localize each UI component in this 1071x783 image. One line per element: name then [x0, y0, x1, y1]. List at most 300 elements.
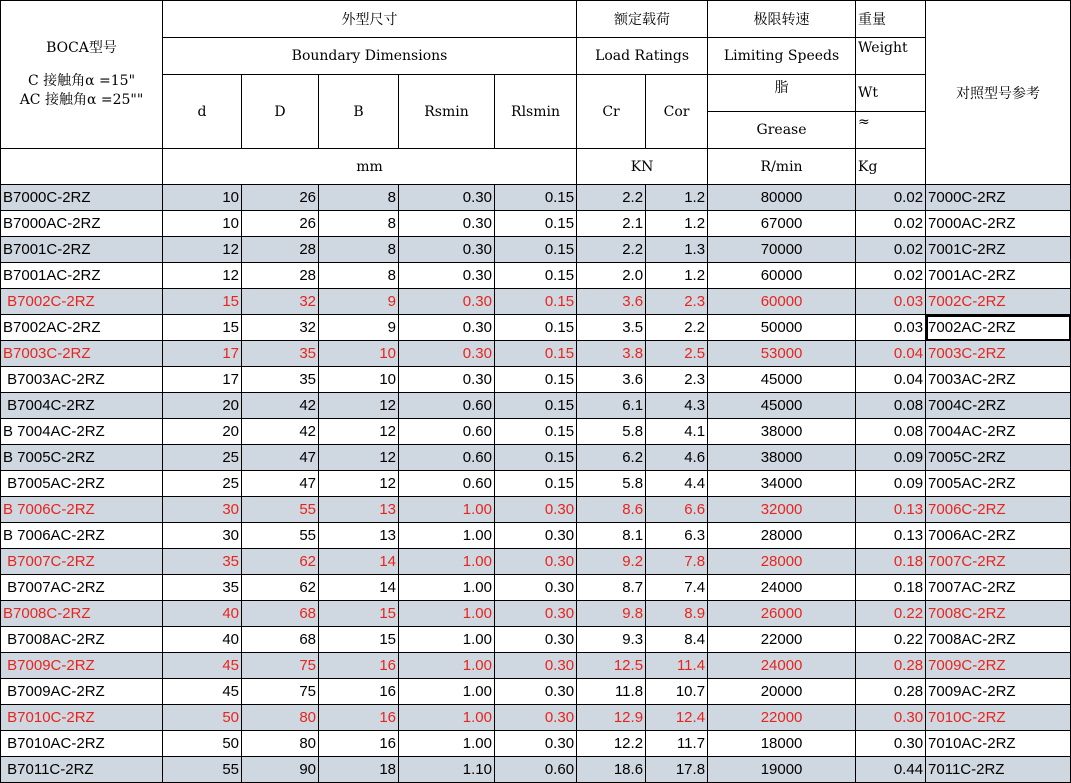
cell-r1smin[interactable]: 0.15 [495, 211, 577, 237]
cell-speed[interactable]: 53000 [708, 341, 856, 367]
cell-cor[interactable]: 7.8 [646, 549, 708, 575]
cell-speed[interactable]: 67000 [708, 211, 856, 237]
cell-weight[interactable]: 0.03 [856, 315, 926, 341]
cell-b[interactable]: 16 [319, 679, 399, 705]
cell-d[interactable]: 35 [163, 575, 242, 601]
cell-weight[interactable]: 0.18 [856, 575, 926, 601]
cell-d[interactable]: 15 [163, 315, 242, 341]
table-row [1, 315, 1071, 341]
cell-rsmin[interactable]: 0.60 [399, 471, 495, 497]
cell-model[interactable]: B7001C-2RZ [1, 237, 163, 263]
cell-weight[interactable]: 0.08 [856, 393, 926, 419]
cell-model[interactable]: B7003AC-2RZ [1, 367, 163, 393]
table-row [1, 419, 1071, 445]
cell-b[interactable]: 8 [319, 211, 399, 237]
cell-weight[interactable]: 0.13 [856, 497, 926, 523]
cell-rsmin[interactable]: 0.60 [399, 419, 495, 445]
cell-cr[interactable]: 5.8 [577, 419, 646, 445]
cell-weight[interactable]: 0.09 [856, 445, 926, 471]
speed-header-en[interactable]: Limiting Speeds [708, 38, 856, 75]
cell-d[interactable]: 35 [163, 549, 242, 575]
cell-weight[interactable]: 0.18 [856, 549, 926, 575]
cell-rsmin[interactable]: 0.30 [399, 315, 495, 341]
cell-cor[interactable]: 1.2 [646, 185, 708, 211]
cell-rsmin[interactable]: 1.00 [399, 497, 495, 523]
cell-reference[interactable]: 7001AC-2RZ [926, 263, 1071, 289]
cell-model[interactable]: B7010AC-2RZ [1, 731, 163, 757]
cell-d[interactable]: 40 [163, 627, 242, 653]
cell-model[interactable]: B7008C-2RZ [1, 601, 163, 627]
cell-speed[interactable]: 28000 [708, 549, 856, 575]
cell-reference[interactable]: 7004C-2RZ [926, 393, 1071, 419]
col-r1smin-header[interactable]: Rlsmin [495, 75, 577, 149]
cell-cr[interactable]: 6.2 [577, 445, 646, 471]
cell-speed[interactable]: 22000 [708, 705, 856, 731]
cell-cor[interactable]: 6.3 [646, 523, 708, 549]
cell-cor[interactable]: 1.3 [646, 237, 708, 263]
cell-d[interactable]: 20 [163, 419, 242, 445]
cell-rsmin[interactable]: 1.00 [399, 705, 495, 731]
cell-outer-d[interactable]: 42 [242, 419, 319, 445]
cell-b[interactable]: 8 [319, 185, 399, 211]
cell-cor[interactable]: 2.5 [646, 341, 708, 367]
cell-r1smin[interactable]: 0.30 [495, 575, 577, 601]
contact-angle-c: C 接触角α =15" [27, 73, 136, 89]
cell-outer-d[interactable]: 42 [242, 393, 319, 419]
cell-weight[interactable]: 0.28 [856, 653, 926, 679]
cell-r1smin[interactable]: 0.15 [495, 445, 577, 471]
cell-model[interactable]: B7007AC-2RZ [1, 575, 163, 601]
speed-header-cn[interactable]: 极限转速 [708, 1, 856, 38]
cell-speed[interactable]: 70000 [708, 237, 856, 263]
cell-weight[interactable]: 0.22 [856, 601, 926, 627]
table-row [1, 549, 1071, 575]
table-row [1, 341, 1071, 367]
cell-outer-d[interactable]: 68 [242, 601, 319, 627]
cell-r1smin[interactable]: 0.15 [495, 315, 577, 341]
unit-kg[interactable]: Kg [856, 149, 926, 185]
cell-rsmin[interactable]: 1.00 [399, 731, 495, 757]
cell-r1smin[interactable]: 0.15 [495, 471, 577, 497]
cell-cr[interactable]: 8.1 [577, 523, 646, 549]
cell-weight[interactable]: 0.02 [856, 263, 926, 289]
cell-cor[interactable]: 4.4 [646, 471, 708, 497]
cell-speed[interactable]: 24000 [708, 575, 856, 601]
wt-header[interactable]: Wt [856, 75, 926, 112]
cell-speed[interactable]: 50000 [708, 315, 856, 341]
cell-b[interactable]: 16 [319, 731, 399, 757]
cell-cor[interactable]: 2.3 [646, 289, 708, 315]
cell-r1smin[interactable]: 0.15 [495, 419, 577, 445]
col-D-header[interactable]: D [242, 75, 319, 149]
cell-cr[interactable]: 2.0 [577, 263, 646, 289]
cell-d[interactable]: 45 [163, 679, 242, 705]
cell-d[interactable]: 50 [163, 705, 242, 731]
cell-cr[interactable]: 12.5 [577, 653, 646, 679]
cell-outer-d[interactable]: 35 [242, 367, 319, 393]
cell-cr[interactable]: 11.8 [577, 679, 646, 705]
cell-rsmin[interactable]: 1.00 [399, 575, 495, 601]
cell-cor[interactable]: 4.3 [646, 393, 708, 419]
cell-reference[interactable]: 7007AC-2RZ [926, 575, 1071, 601]
unit-speed[interactable]: R/min [708, 149, 856, 185]
cell-weight[interactable]: 0.30 [856, 705, 926, 731]
cell-weight[interactable]: 0.02 [856, 237, 926, 263]
cell-speed[interactable]: 60000 [708, 289, 856, 315]
cell-rsmin[interactable]: 0.60 [399, 445, 495, 471]
cell-weight[interactable]: 0.30 [856, 731, 926, 757]
unit-kn[interactable]: KN [577, 149, 708, 185]
cell-weight[interactable]: 0.44 [856, 757, 926, 783]
cell-reference[interactable]: 7008C-2RZ [926, 601, 1071, 627]
col-d-header[interactable]: d [163, 75, 242, 149]
cell-cr[interactable]: 3.6 [577, 367, 646, 393]
cell-model[interactable]: B7009AC-2RZ [1, 679, 163, 705]
cell-reference[interactable]: 7004AC-2RZ [926, 419, 1071, 445]
cell-weight[interactable]: 0.04 [856, 341, 926, 367]
cell-reference[interactable]: 7001C-2RZ [926, 237, 1071, 263]
cell-model[interactable]: B7000AC-2RZ [1, 211, 163, 237]
col-cor-header[interactable]: Cor [646, 75, 708, 149]
cell-b[interactable]: 14 [319, 549, 399, 575]
cell-speed[interactable]: 45000 [708, 367, 856, 393]
cell-cr[interactable]: 9.2 [577, 549, 646, 575]
cell-outer-d[interactable]: 55 [242, 497, 319, 523]
cell-model[interactable]: B 7006C-2RZ [1, 497, 163, 523]
cell-d[interactable]: 12 [163, 237, 242, 263]
cell-weight[interactable]: 0.09 [856, 471, 926, 497]
cell-cr[interactable]: 2.2 [577, 185, 646, 211]
cell-cr[interactable]: 9.8 [577, 601, 646, 627]
cell-reference[interactable]: 7009AC-2RZ [926, 679, 1071, 705]
cell-rsmin[interactable]: 1.00 [399, 601, 495, 627]
cell-rsmin[interactable]: 0.60 [399, 393, 495, 419]
cell-b[interactable]: 15 [319, 627, 399, 653]
cell-rsmin[interactable]: 0.30 [399, 289, 495, 315]
cell-model[interactable]: B7001AC-2RZ [1, 263, 163, 289]
cell-r1smin[interactable]: 0.30 [495, 679, 577, 705]
cell-weight[interactable]: 0.03 [856, 289, 926, 315]
cell-b[interactable]: 15 [319, 601, 399, 627]
cell-weight[interactable]: 0.04 [856, 367, 926, 393]
grease-header-en[interactable]: Grease [708, 112, 856, 149]
cell-speed[interactable]: 38000 [708, 445, 856, 471]
cell-b[interactable]: 16 [319, 653, 399, 679]
weight-header-cn[interactable]: 重量 [856, 1, 926, 38]
cell-outer-d[interactable]: 47 [242, 445, 319, 471]
cell-b[interactable]: 13 [319, 523, 399, 549]
cell-outer-d[interactable]: 75 [242, 653, 319, 679]
table-row [1, 185, 1071, 211]
cell-speed[interactable]: 26000 [708, 601, 856, 627]
cell-reference[interactable]: 7005C-2RZ [926, 445, 1071, 471]
cell-outer-d[interactable]: 26 [242, 185, 319, 211]
table-row [1, 601, 1071, 627]
cell-cor[interactable]: 1.2 [646, 263, 708, 289]
dims-header-en[interactable]: Boundary Dimensions [163, 38, 577, 75]
cell-b[interactable]: 12 [319, 393, 399, 419]
weight-header-en[interactable]: Weight [856, 38, 926, 75]
unit-mm[interactable]: mm [163, 149, 577, 185]
cell-cr[interactable]: 8.7 [577, 575, 646, 601]
cell-d[interactable]: 10 [163, 211, 242, 237]
cell-cr[interactable]: 3.8 [577, 341, 646, 367]
cell-speed[interactable]: 19000 [708, 757, 856, 783]
cell-r1smin[interactable]: 0.30 [495, 523, 577, 549]
cell-model[interactable]: B7009C-2RZ [1, 653, 163, 679]
cell-rsmin[interactable]: 1.00 [399, 653, 495, 679]
cell-rsmin[interactable]: 0.30 [399, 263, 495, 289]
cell-r1smin[interactable]: 0.15 [495, 341, 577, 367]
data-rows [1, 185, 1071, 783]
cell-cor[interactable]: 11.4 [646, 653, 708, 679]
cell-r1smin[interactable]: 0.30 [495, 497, 577, 523]
cell-cor[interactable]: 7.4 [646, 575, 708, 601]
table-row [1, 237, 1071, 263]
table-row [1, 289, 1071, 315]
cell-cr[interactable]: 12.2 [577, 731, 646, 757]
cell-outer-d[interactable]: 47 [242, 471, 319, 497]
cell-b[interactable]: 9 [319, 289, 399, 315]
cell-d[interactable]: 20 [163, 393, 242, 419]
cell-b[interactable]: 12 [319, 419, 399, 445]
cell-rsmin[interactable]: 0.30 [399, 367, 495, 393]
cell-model[interactable]: B7000C-2RZ [1, 185, 163, 211]
col-cr-header[interactable]: Cr [577, 75, 646, 149]
cell-b[interactable]: 18 [319, 757, 399, 783]
cell-outer-d[interactable]: 32 [242, 315, 319, 341]
table-row [1, 679, 1071, 705]
cell-reference[interactable]: 7002C-2RZ [926, 289, 1071, 315]
cell-model[interactable]: B7002C-2RZ [1, 289, 163, 315]
cell-cor[interactable]: 2.3 [646, 367, 708, 393]
cell-r1smin[interactable]: 0.30 [495, 653, 577, 679]
cell-reference[interactable]: 7003C-2RZ [926, 341, 1071, 367]
cell-d[interactable]: 12 [163, 263, 242, 289]
cell-r1smin[interactable]: 0.15 [495, 367, 577, 393]
cell-r1smin[interactable]: 0.15 [495, 237, 577, 263]
cell-reference[interactable]: 7010C-2RZ [926, 705, 1071, 731]
cell-outer-d[interactable]: 62 [242, 575, 319, 601]
cell-reference[interactable]: 7009C-2RZ [926, 653, 1071, 679]
cell-outer-d[interactable]: 55 [242, 523, 319, 549]
cell-speed[interactable]: 18000 [708, 731, 856, 757]
cell-cr[interactable]: 2.2 [577, 237, 646, 263]
cell-b[interactable]: 13 [319, 497, 399, 523]
cell-d[interactable]: 40 [163, 601, 242, 627]
cell-outer-d[interactable]: 35 [242, 341, 319, 367]
cell-cr[interactable]: 9.3 [577, 627, 646, 653]
cell-cor[interactable]: 12.4 [646, 705, 708, 731]
cell-d[interactable]: 30 [163, 497, 242, 523]
cell-outer-d[interactable]: 62 [242, 549, 319, 575]
cell-b[interactable]: 8 [319, 263, 399, 289]
cell-weight[interactable]: 0.08 [856, 419, 926, 445]
cell-rsmin[interactable]: 0.30 [399, 211, 495, 237]
cell-outer-d[interactable]: 28 [242, 237, 319, 263]
cell-b[interactable]: 14 [319, 575, 399, 601]
cell-r1smin[interactable]: 0.15 [495, 393, 577, 419]
cell-speed[interactable]: 32000 [708, 497, 856, 523]
cell-b[interactable]: 16 [319, 705, 399, 731]
cell-speed[interactable]: 34000 [708, 471, 856, 497]
table-row [1, 393, 1071, 419]
cell-reference[interactable]: 7006C-2RZ [926, 497, 1071, 523]
cell-b[interactable]: 10 [319, 341, 399, 367]
cell-d[interactable]: 10 [163, 185, 242, 211]
cell-model[interactable]: B7008AC-2RZ [1, 627, 163, 653]
cell-model[interactable]: B7002AC-2RZ [1, 315, 163, 341]
cell-b[interactable]: 10 [319, 367, 399, 393]
cell-rsmin[interactable]: 0.30 [399, 341, 495, 367]
cell-reference[interactable]: 7006AC-2RZ [926, 523, 1071, 549]
cell-d[interactable]: 30 [163, 523, 242, 549]
cell-outer-d[interactable]: 26 [242, 211, 319, 237]
cell-speed[interactable]: 80000 [708, 185, 856, 211]
cell-cor[interactable]: 8.4 [646, 627, 708, 653]
cell-d[interactable]: 25 [163, 445, 242, 471]
cell-speed[interactable]: 45000 [708, 393, 856, 419]
cell-r1smin[interactable]: 0.30 [495, 627, 577, 653]
cell-speed[interactable]: 22000 [708, 627, 856, 653]
cell-outer-d[interactable]: 75 [242, 679, 319, 705]
cell-speed[interactable]: 28000 [708, 523, 856, 549]
cell-r1smin[interactable]: 0.15 [495, 185, 577, 211]
cell-outer-d[interactable]: 80 [242, 705, 319, 731]
cell-speed[interactable]: 24000 [708, 653, 856, 679]
cell-d[interactable]: 15 [163, 289, 242, 315]
cell-reference[interactable]: 7007C-2RZ [926, 549, 1071, 575]
table-row [1, 575, 1071, 601]
load-header-en[interactable]: Load Ratings [577, 38, 708, 75]
cell-cr[interactable]: 5.8 [577, 471, 646, 497]
cell-rsmin[interactable]: 1.00 [399, 523, 495, 549]
cell-r1smin[interactable]: 0.15 [495, 289, 577, 315]
approx-header[interactable]: ≈ [856, 112, 926, 149]
cell-b[interactable]: 12 [319, 445, 399, 471]
cell-rsmin[interactable]: 0.30 [399, 185, 495, 211]
cell-weight[interactable]: 0.28 [856, 679, 926, 705]
cell-r1smin[interactable]: 0.30 [495, 549, 577, 575]
cell-cor[interactable]: 2.2 [646, 315, 708, 341]
cell-model[interactable]: B 7006AC-2RZ [1, 523, 163, 549]
cell-rsmin[interactable]: 1.00 [399, 549, 495, 575]
cell-cor[interactable]: 4.1 [646, 419, 708, 445]
table-row [1, 211, 1071, 237]
cell-model[interactable]: B7011C-2RZ [1, 757, 163, 783]
cell-cr[interactable]: 18.6 [577, 757, 646, 783]
cell-d[interactable]: 25 [163, 471, 242, 497]
cell-weight[interactable]: 0.02 [856, 211, 926, 237]
cell-reference[interactable]: 7003AC-2RZ [926, 367, 1071, 393]
cell-model[interactable]: B7010C-2RZ [1, 705, 163, 731]
cell-rsmin[interactable]: 1.00 [399, 679, 495, 705]
cell-cr[interactable]: 2.1 [577, 211, 646, 237]
cell-b[interactable]: 9 [319, 315, 399, 341]
dims-header-cn[interactable]: 外型尺寸 [163, 1, 577, 38]
cell-d[interactable]: 17 [163, 367, 242, 393]
cell-model[interactable]: B7003C-2RZ [1, 341, 163, 367]
cell-cor[interactable]: 17.8 [646, 757, 708, 783]
reference-header[interactable]: 对照型号参考 [926, 1, 1071, 185]
cell-weight[interactable]: 0.02 [856, 185, 926, 211]
cell-r1smin[interactable]: 0.60 [495, 757, 577, 783]
cell-cr[interactable]: 3.6 [577, 289, 646, 315]
cell-model[interactable]: B 7005C-2RZ [1, 445, 163, 471]
cell-cr[interactable]: 12.9 [577, 705, 646, 731]
col-rsmin-header[interactable]: Rsmin [399, 75, 495, 149]
table-row [1, 627, 1071, 653]
cell-cor[interactable]: 11.7 [646, 731, 708, 757]
cell-rsmin[interactable]: 1.10 [399, 757, 495, 783]
cell-outer-d[interactable]: 32 [242, 289, 319, 315]
table-row [1, 471, 1071, 497]
cell-model[interactable]: B7004C-2RZ [1, 393, 163, 419]
cell-cr[interactable]: 3.5 [577, 315, 646, 341]
cell-b[interactable]: 12 [319, 471, 399, 497]
cell-cor[interactable]: 4.6 [646, 445, 708, 471]
cell-weight[interactable]: 0.22 [856, 627, 926, 653]
cell-cor[interactable]: 1.2 [646, 211, 708, 237]
cell-reference[interactable]: 7005AC-2RZ [926, 471, 1071, 497]
cell-outer-d[interactable]: 90 [242, 757, 319, 783]
cell-cr[interactable]: 8.6 [577, 497, 646, 523]
col-B-header[interactable]: B [319, 75, 399, 149]
cell-model[interactable]: B7007C-2RZ [1, 549, 163, 575]
cell-d[interactable]: 45 [163, 653, 242, 679]
cell-model[interactable]: B7005AC-2RZ [1, 471, 163, 497]
cell-speed[interactable]: 20000 [708, 679, 856, 705]
cell-reference[interactable]: 7000AC-2RZ [926, 211, 1071, 237]
cell-d[interactable]: 17 [163, 341, 242, 367]
cell-reference[interactable]: 7008AC-2RZ [926, 627, 1071, 653]
cell-cor[interactable]: 10.7 [646, 679, 708, 705]
table-row [1, 497, 1071, 523]
cell-weight[interactable]: 0.13 [856, 523, 926, 549]
cell-outer-d[interactable]: 28 [242, 263, 319, 289]
table-row [1, 731, 1071, 757]
cell-r1smin[interactable]: 0.30 [495, 705, 577, 731]
cell-cor[interactable]: 6.6 [646, 497, 708, 523]
cell-outer-d[interactable]: 68 [242, 627, 319, 653]
cell-reference[interactable]: 7002AC-2RZ [926, 315, 1071, 341]
cell-r1smin[interactable]: 0.30 [495, 731, 577, 757]
cell-speed[interactable]: 60000 [708, 263, 856, 289]
model-header-cell[interactable] [1, 1, 163, 149]
cell-r1smin[interactable]: 0.15 [495, 263, 577, 289]
cell-rsmin[interactable]: 1.00 [399, 627, 495, 653]
table-row [1, 263, 1071, 289]
table-row [1, 757, 1071, 783]
cell-b[interactable]: 8 [319, 237, 399, 263]
cell-r1smin[interactable]: 0.30 [495, 601, 577, 627]
cell-reference[interactable]: 7011C-2RZ [926, 757, 1071, 783]
grease-header-cn[interactable]: 脂 [708, 75, 856, 112]
cell-model[interactable]: B 7004AC-2RZ [1, 419, 163, 445]
load-header-cn[interactable]: 额定载荷 [577, 1, 708, 38]
cell-speed[interactable]: 38000 [708, 419, 856, 445]
cell-reference[interactable]: 7000C-2RZ [926, 185, 1071, 211]
cell-outer-d[interactable]: 80 [242, 731, 319, 757]
cell-d[interactable]: 50 [163, 731, 242, 757]
cell-cr[interactable]: 6.1 [577, 393, 646, 419]
cell-reference[interactable]: 7010AC-2RZ [926, 731, 1071, 757]
cell-cor[interactable]: 8.9 [646, 601, 708, 627]
cell-d[interactable]: 55 [163, 757, 242, 783]
model-unit-cell[interactable] [1, 149, 163, 185]
model-header: BOCA型号 [46, 40, 117, 56]
cell-rsmin[interactable]: 0.30 [399, 237, 495, 263]
